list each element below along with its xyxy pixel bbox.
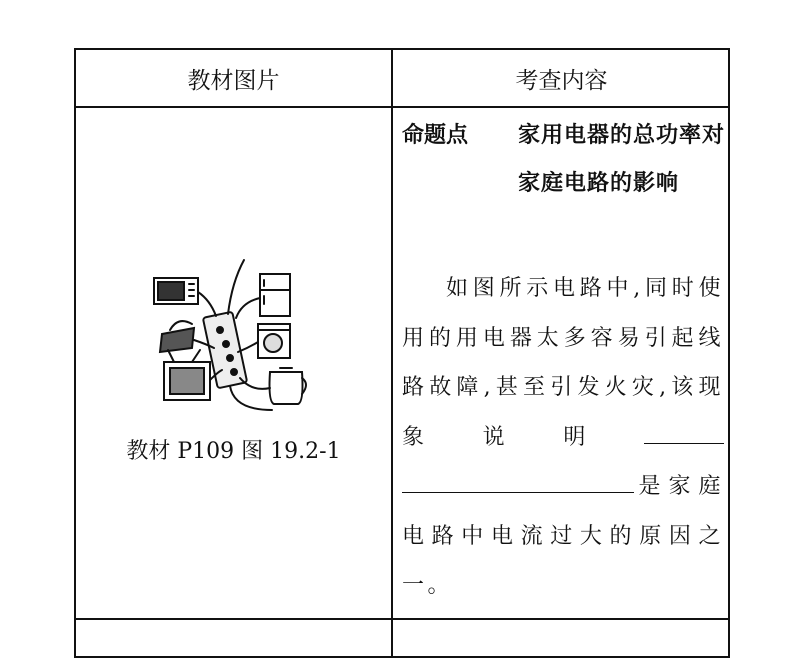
figure-caption: 教材 P109 图 19.2-1 <box>126 439 341 464</box>
appliances-figure <box>152 252 312 417</box>
answer-blank[interactable] <box>644 421 724 444</box>
row-divider <box>76 618 728 620</box>
question-text <box>402 264 724 611</box>
question-text-part2: 是家庭电路中电流过大的原因之一。 <box>402 474 724 598</box>
question-text-part1: 如图所示电路中,同时使用的用电器太多容易引起线路故障,甚至引发火灾,该现象说明 <box>402 276 724 450</box>
answer-blank-continued[interactable] <box>402 470 634 493</box>
header-divider <box>76 106 728 108</box>
knowledge-table <box>74 48 730 658</box>
exam-point-title: 家用电器的总功率对家庭电路的影响 <box>518 123 726 196</box>
header-textbook-image: 教材图片 <box>187 67 280 94</box>
column-divider <box>391 50 393 656</box>
header-exam-content: 考查内容 <box>515 67 608 94</box>
exam-point-label: 命题点 <box>402 123 469 148</box>
